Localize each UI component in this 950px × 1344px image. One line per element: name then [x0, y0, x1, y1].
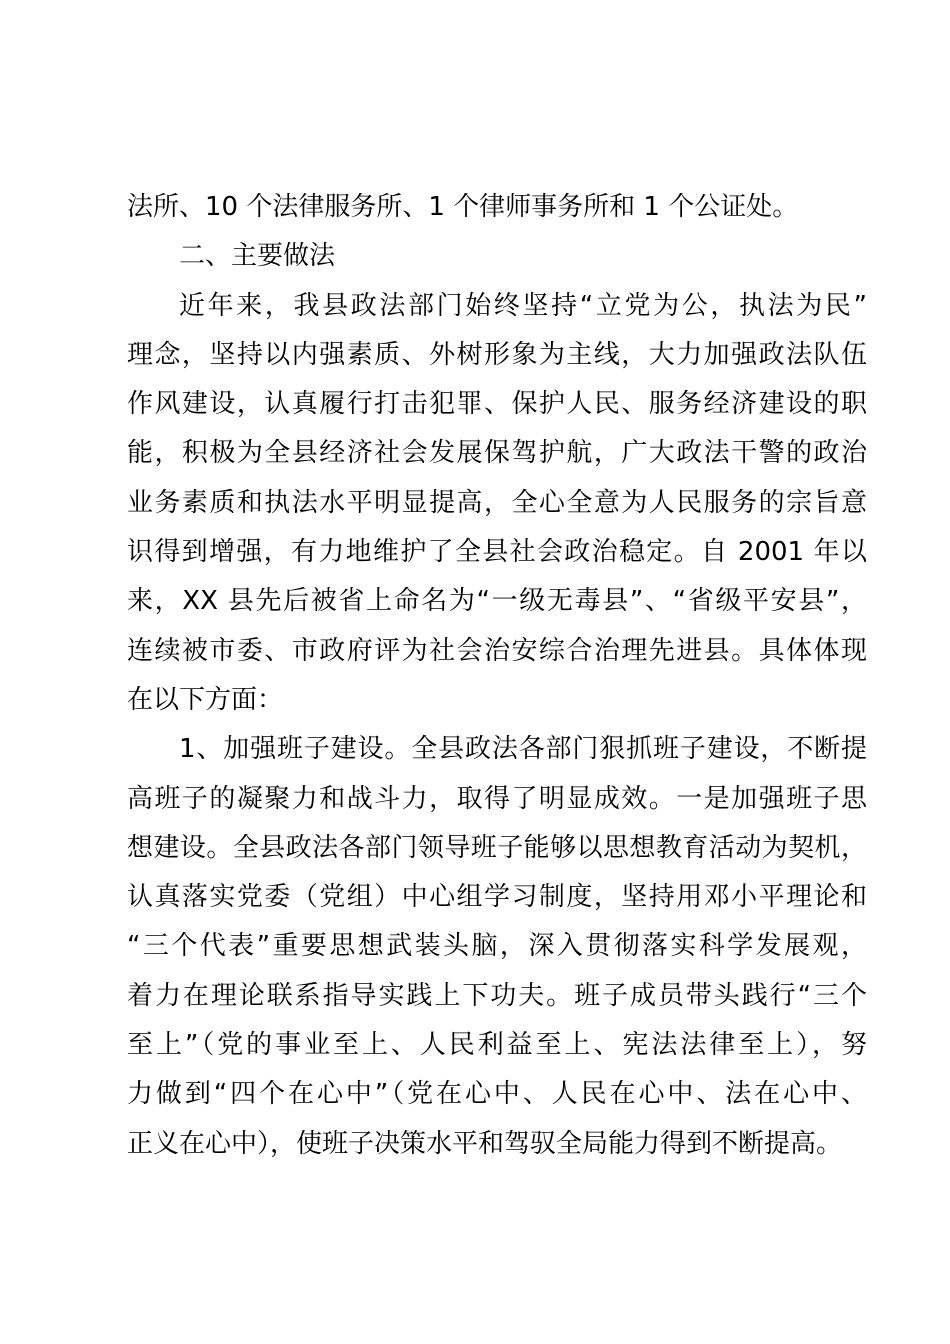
text-line-20: 正义在心中），使班子决策水平和驾驭全局能力得到不断提高。	[127, 1128, 843, 1159]
text-line-1: 法所、10 个法律服务所、1 个律师事务所和 1 个公证处。	[127, 192, 799, 222]
text-line-14: 想建设。全县政法各部门领导班子能够以思想教育活动为契机，	[127, 832, 867, 863]
text-line-4: 理念，坚持以内强素质、外树形象为主线，大力加强政法队伍	[127, 339, 867, 370]
text-line-9: 来，XX 县先后被省上命名为“一级无毒县”、“省级平安县”，	[127, 586, 867, 617]
text-line-11: 在以下方面：	[127, 684, 284, 715]
text-line-5: 作风建设，认真履行打击犯罪、保护人民、服务经济建设的职	[127, 389, 867, 420]
text-line-10: 连续被市委、市政府评为社会治安综合治理先进县。具体体现	[127, 635, 867, 666]
subsection-line-1: 1、加强班子建设。全县政法各部门狠抓班子建设，不断提	[179, 734, 867, 765]
text-line-19: 力做到“四个在心中”（党在心中、人民在心中、法在心中、	[127, 1079, 867, 1110]
text-line-3: 近年来，我县政法部门始终坚持“立党为公，执法为民”	[179, 290, 867, 321]
text-line-17: 着力在理论联系指导实践上下功夫。班子成员带头践行“三个	[127, 980, 867, 1011]
section-heading: 二、主要做法	[179, 241, 336, 272]
text-line-15: 认真落实党委（党组）中心组学习制度，坚持用邓小平理论和	[127, 882, 867, 913]
text-line-13: 高班子的凝聚力和战斗力，取得了明显成效。一是加强班子思	[127, 783, 867, 814]
text-line-18: 至上”（党的事业至上、人民利益至上、宪法法律至上），努	[127, 1030, 867, 1061]
document-body	[127, 183, 867, 1169]
text-line-7: 业务素质和执法水平明显提高，全心全意为人民服务的宗旨意	[127, 487, 867, 518]
text-line-6: 能，积极为全县经济社会发展保驾护航，广大政法干警的政治	[127, 438, 867, 469]
text-line-16: “三个代表”重要思想武装头脑，深入贯彻落实科学发展观，	[127, 931, 867, 962]
text-line-8: 识得到增强，有力地维护了全县社会政治稳定。自 2001 年以	[127, 537, 867, 568]
